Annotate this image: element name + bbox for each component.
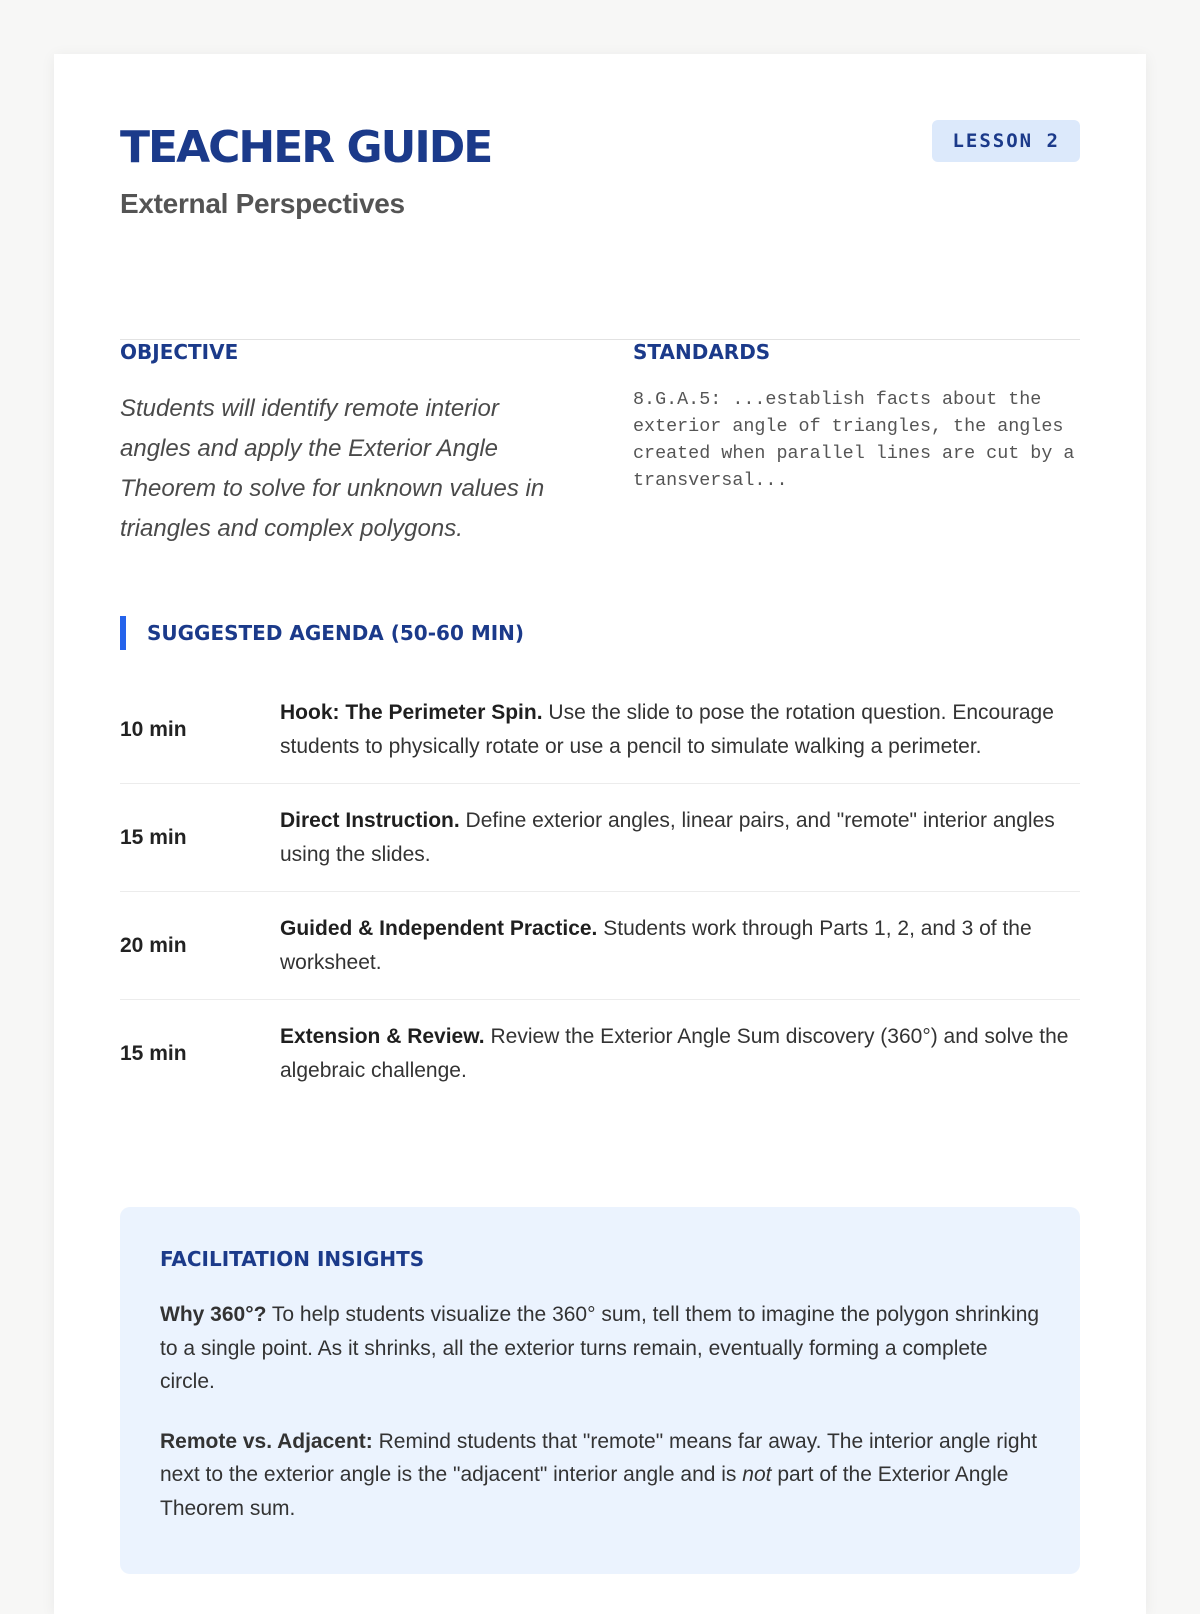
agenda-label: SUGGESTED AGENDA (50-60 MIN): [147, 621, 525, 645]
insight-text: Remind students that "remote" means far away. The interior angle right next to the exterior angle is the "adjacent" interior angle and is: [160, 1429, 1038, 1486]
objective-label: OBJECTIVE: [120, 340, 239, 364]
agenda-description: [280, 696, 1080, 763]
agenda-row: [120, 892, 1080, 1000]
insight-emphasis: not: [742, 1463, 772, 1486]
agenda-item-title: Extension & Review.: [280, 1025, 485, 1048]
standards-label: STANDARDS: [633, 340, 771, 364]
agenda-description: [280, 804, 1080, 871]
facilitation-insights-panel: [120, 1207, 1080, 1574]
agenda-row: [120, 784, 1080, 892]
insights-content: [160, 1247, 1040, 1525]
agenda-time: 20 min: [120, 933, 187, 957]
lesson-badge: LESSON 2: [932, 120, 1080, 162]
guide-header: [120, 122, 1080, 321]
insight-title: Why 360°?: [160, 1303, 267, 1326]
agenda-item-title: Direct Instruction.: [280, 809, 460, 832]
page-title: TEACHER GUIDE: [120, 122, 492, 173]
insight-text: part of the Exterior Angle Theorem sum.: [160, 1463, 1009, 1520]
insight-paragraph: [160, 1425, 1040, 1526]
agenda-item-title: Guided & Independent Practice.: [280, 917, 598, 940]
standards-text: 8.G.A.5: ...establish facts about the exterior angle of triangles, the angles created when parallel lines are cut by a transversal...: [633, 389, 1075, 491]
agenda-list: [120, 687, 1080, 1107]
guide-page: [54, 54, 1146, 1614]
agenda-time: 10 min: [120, 717, 187, 741]
agenda-time: 15 min: [120, 825, 187, 849]
agenda-heading: [120, 616, 524, 650]
agenda-item-title: Hook: The Perimeter Spin.: [280, 701, 543, 724]
agenda-row: [120, 1000, 1080, 1107]
agenda-description: [280, 1020, 1080, 1087]
insight-text: To help students visualize the 360° sum, tell them to imagine the polygon shrinking to a single point. As it shrinks, all the exterior turns remain, eventually forming a complete circle.: [160, 1303, 1040, 1393]
agenda-item-text: Review the Exterior Angle Sum discovery (360°) and solve the algebraic challenge.: [280, 1025, 1069, 1082]
objective-section: [120, 340, 560, 549]
agenda-item-text: Students work through Parts 1, 2, and 3 of the worksheet.: [280, 917, 1032, 974]
page-subtitle: External Perspectives: [120, 188, 405, 219]
agenda-time: 15 min: [120, 1041, 187, 1065]
agenda-item-text: Define exterior angles, linear pairs, and "remote" interior angles using the slides.: [280, 809, 1055, 866]
agenda-description: [280, 912, 1080, 979]
insights-label: FACILITATION INSIGHTS: [160, 1247, 425, 1271]
insight-paragraph: [160, 1298, 1040, 1399]
insight-title: Remote vs. Adjacent:: [160, 1429, 373, 1453]
standards-section: [633, 340, 1080, 494]
objective-text: Students will identify remote interior angles and apply the Exterior Angle Theorem to solve for unknown values in triangles and complex polygons.: [120, 395, 545, 542]
agenda-row: [120, 687, 1080, 784]
agenda-item-text: Use the slide to pose the rotation question. Encourage students to physically rotate or use a pencil to simulate walking a perimeter.: [280, 701, 1054, 758]
